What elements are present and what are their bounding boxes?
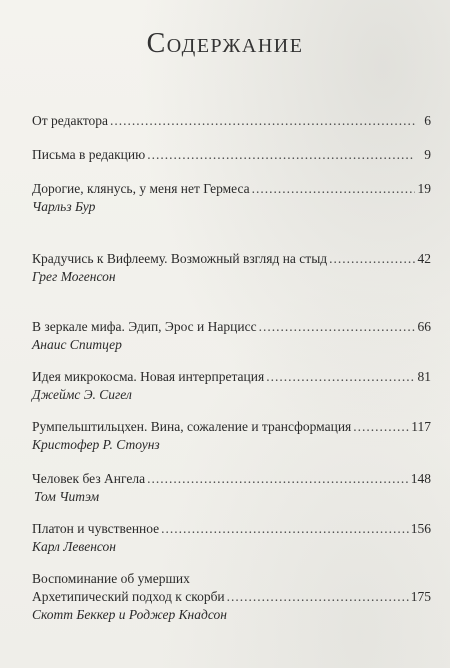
toc-entry-line [32, 250, 431, 268]
page-title: Содержание [146, 28, 304, 59]
toc-entry[interactable] [32, 112, 431, 130]
toc-entry-line [32, 588, 431, 606]
toc-entry-page: 81 [417, 369, 431, 384]
dot-leader [329, 250, 415, 268]
toc-entry-title: В зеркале мифа. Эдип, Эрос и Нарцисс [32, 319, 257, 334]
toc-entry-author: Анаис Спитцер [32, 337, 122, 352]
toc-entry-title: Дорогие, клянусь, у меня нет Гермеса [32, 181, 250, 196]
dot-leader [227, 588, 409, 606]
dot-leader [252, 180, 415, 198]
toc-entry[interactable] [32, 250, 431, 286]
toc-entry-author: Джеймс Э. Сигел [32, 387, 132, 402]
toc-entry-page: 6 [424, 113, 431, 128]
toc-entry-line [32, 368, 431, 386]
toc-entry-page: 42 [417, 251, 431, 266]
toc-entry[interactable] [32, 180, 431, 216]
toc-entry-title: Письма в редакцию [32, 147, 146, 162]
toc-entry-title: Крадучись к Вифлеему. Возможный взгляд на стыд [32, 251, 328, 266]
toc-entry-author: Том Читэм [34, 489, 100, 504]
table-of-contents [32, 112, 431, 622]
toc-entry-author: Карл Левенсон [32, 539, 116, 554]
toc-entry-page: 175 [410, 589, 431, 604]
toc-entry-title-line1: Воспоминание об умерших [32, 571, 190, 586]
dot-leader [110, 112, 415, 130]
toc-entry-page: 19 [417, 181, 431, 196]
toc-entry-page: 9 [424, 147, 431, 162]
toc-entry-author: Скотт Беккер и Роджер Кнадсон [32, 607, 227, 622]
toc-entry-line [32, 318, 431, 336]
toc-entry[interactable] [32, 570, 431, 624]
dot-leader [259, 318, 415, 336]
dot-leader [161, 520, 409, 538]
toc-entry-author: Кристофер Р. Стоунз [32, 437, 160, 452]
toc-entry[interactable] [32, 368, 431, 404]
toc-entry[interactable] [32, 146, 431, 164]
toc-entry-line [32, 146, 431, 164]
dot-leader [147, 470, 409, 488]
toc-entry-title: От редактора [32, 113, 109, 128]
toc-entry-title: Платон и чувственное [32, 521, 160, 536]
toc-entry-line [32, 520, 431, 538]
toc-entry-title: Архетипический подход к скорби [32, 589, 225, 604]
toc-entry-title: Идея микрокосма. Новая интерпретация [32, 369, 265, 384]
toc-entry[interactable] [32, 418, 431, 454]
dot-leader [147, 146, 415, 164]
toc-entry-author: Грег Могенсон [32, 269, 116, 284]
toc-entry-line [32, 180, 431, 198]
toc-entry-title: Человек без Ангела [32, 471, 146, 486]
toc-entry[interactable] [32, 520, 431, 556]
dot-leader [266, 368, 415, 386]
toc-entry-line [32, 418, 431, 436]
toc-entry-title: Румпельштильцхен. Вина, сожаление и трансформация [32, 419, 352, 434]
toc-entry-page: 66 [417, 319, 431, 334]
dot-leader [353, 418, 409, 436]
toc-entry-line [32, 470, 431, 488]
toc-entry[interactable] [32, 318, 431, 354]
toc-entry-page: 148 [410, 471, 431, 486]
toc-entry[interactable] [32, 470, 431, 506]
toc-entry-page: 156 [410, 521, 431, 536]
toc-entry-page: 117 [411, 419, 431, 434]
toc-entry-author: Чарльз Бур [32, 199, 96, 214]
toc-entry-line [32, 112, 431, 130]
